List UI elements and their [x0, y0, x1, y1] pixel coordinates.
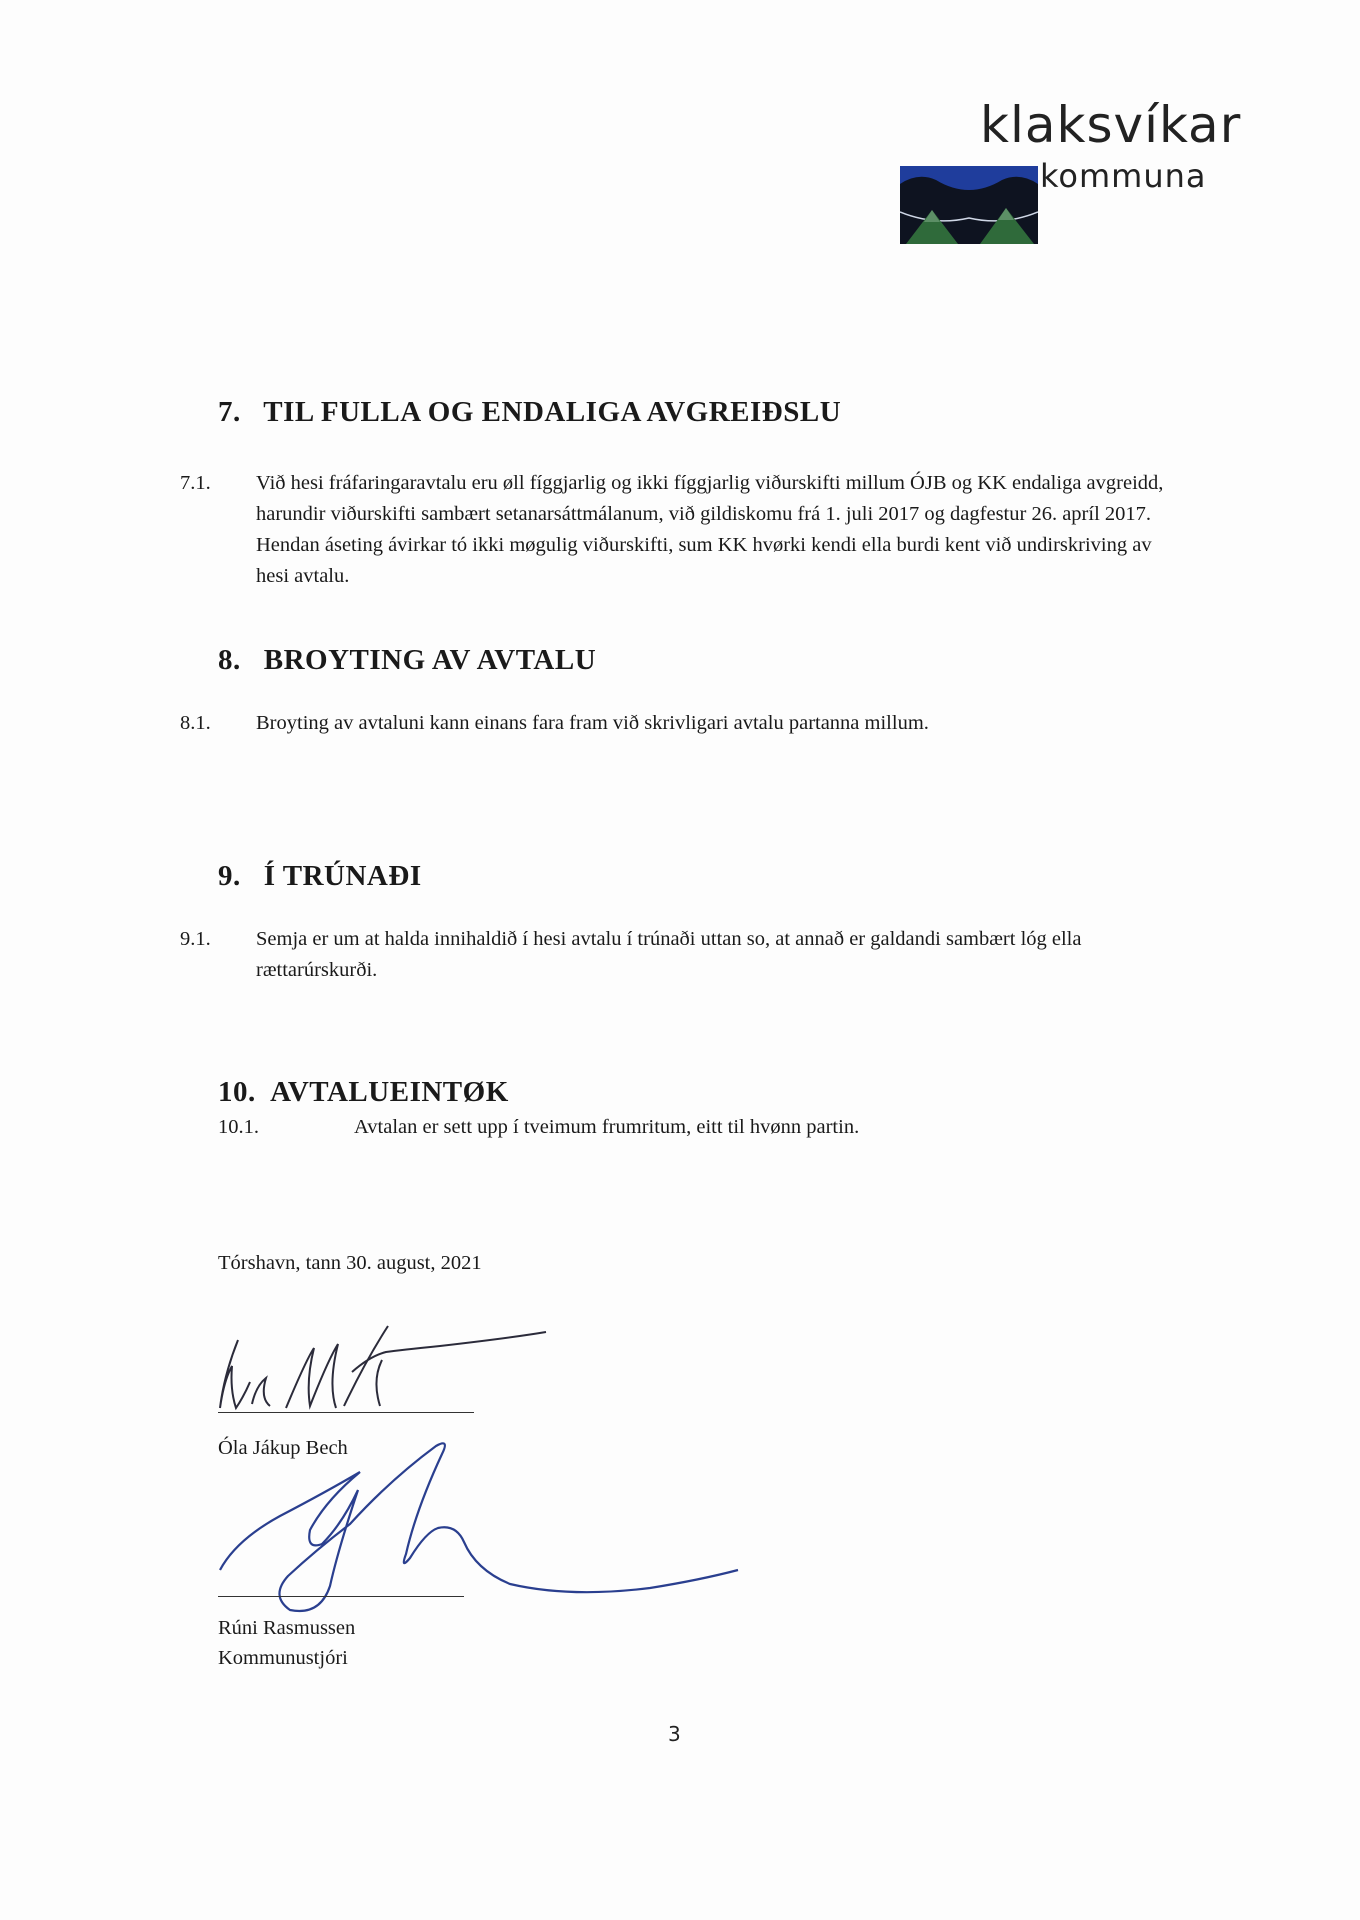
logo-text-line1: klaksvíkar — [980, 96, 1242, 154]
klaksvikar-kommuna-logo — [900, 96, 1242, 250]
signature-line-2 — [218, 1596, 464, 1597]
paragraph-9-1-number: 9.1. — [180, 928, 211, 950]
signer-2-title: Kommunustjóri — [218, 1647, 348, 1669]
section-9-number: 9. — [218, 860, 241, 892]
paragraph-10-1-text: Avtalan er sett upp í tveimum frumritum, eitt til hvønn partin. — [354, 1116, 860, 1138]
paragraph-7-1-number: 7.1. — [180, 472, 211, 494]
page-number: 3 — [668, 1722, 681, 1746]
section-10-number: 10. — [218, 1076, 256, 1108]
signature-line-1 — [218, 1412, 474, 1413]
signer-1-name: Óla Jákup Bech — [218, 1437, 348, 1459]
paragraph-7-1-text: Við hesi fráfaringaravtalu eru øll fíggjarlig og ikki fíggjarlig viðurskifti millum ÓJB og KK endaliga avgreidd, harundir viðurskifti sambært setanarsáttmálanum, við gildiskomu frá 1. juli 2017 og dagfestur 26. apríl 2017. Hendan áseting ávirkar tó ikki møgulig viðurskifti, sum KK hvørki kendi ella burdi kent við undirskriving av hesi avtalu. — [256, 472, 1164, 587]
place-and-date: Tórshavn, tann 30. august, 2021 — [218, 1252, 482, 1274]
logo-text-line2: kommuna — [1040, 157, 1207, 195]
section-9-title: Í TRÚNAÐI — [263, 860, 422, 892]
paragraph-10-1-number: 10.1. — [218, 1116, 259, 1138]
paragraph-9-1-text: Semja er um at halda innihaldið í hesi avtalu í trúnaði uttan so, at annað er galdandi sambært lóg ella rættarúrskurði. — [256, 928, 1082, 981]
section-7-heading — [218, 396, 841, 429]
signer-2-name: Rúni Rasmussen — [218, 1617, 356, 1639]
section-8-heading — [218, 644, 596, 677]
section-10-paragraph-1 — [218, 1112, 859, 1143]
section-7-title: TIL FULLA OG ENDALIGA AVGREIÐSLU — [263, 396, 842, 428]
section-7-number: 7. — [218, 396, 241, 428]
signature-runi-rasmussen — [210, 1420, 750, 1620]
section-9-heading — [218, 860, 422, 893]
signature-ola-jakup-bech — [210, 1320, 560, 1420]
section-10-heading — [218, 1076, 509, 1109]
section-9-paragraph-1 — [180, 924, 1156, 986]
paragraph-8-1-number: 8.1. — [180, 712, 211, 734]
section-10-title: AVTALUEINTØK — [270, 1076, 509, 1108]
section-8-paragraph-1 — [180, 708, 1186, 739]
section-8-title: BROYTING AV AVTALU — [263, 644, 597, 676]
section-7-paragraph-1 — [180, 468, 1186, 592]
section-8-number: 8. — [218, 644, 241, 676]
logo-emblem-icon — [900, 166, 1038, 244]
paragraph-8-1-text: Broyting av avtaluni kann einans fara fram við skrivligari avtalu partanna millum. — [256, 712, 929, 734]
